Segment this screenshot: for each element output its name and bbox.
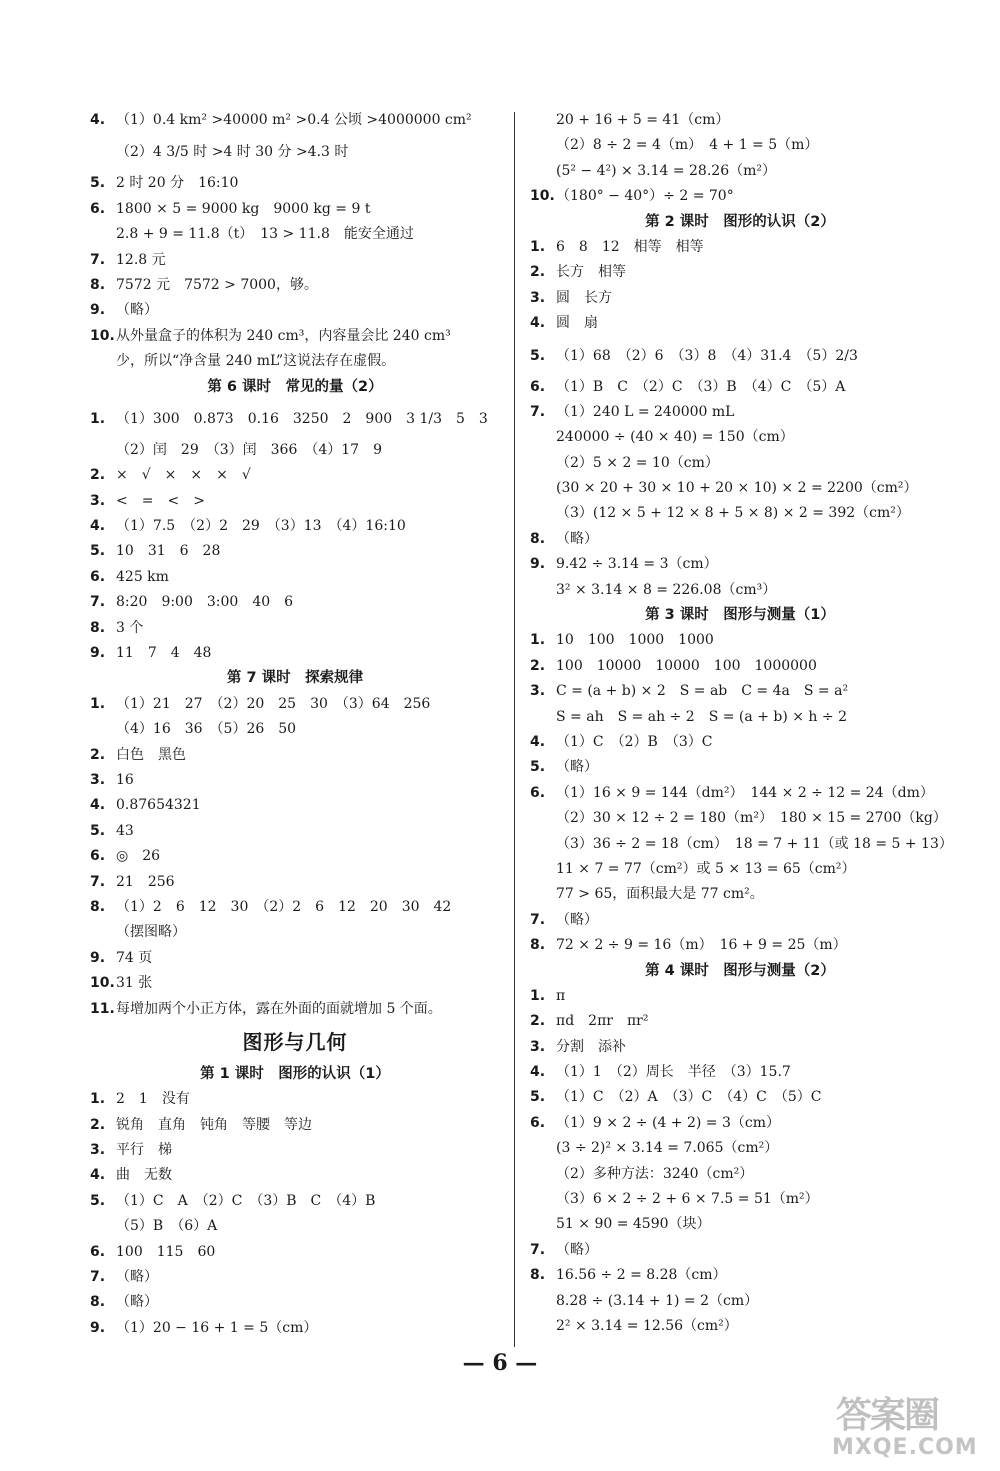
answer-text: 每增加两个小正方体，露在外面的面就增加 5 个面。	[116, 1000, 442, 1017]
answer-item	[90, 1087, 500, 1112]
question-number: 7.	[90, 594, 106, 611]
answer-text: 7572 元 7572 > 7000，够。	[116, 276, 318, 293]
right-answer-column	[530, 108, 953, 1339]
answer-text: （180° − 40°）÷ 2 = 70°	[556, 188, 734, 205]
answer-text: （略）	[556, 530, 598, 547]
answer-item	[90, 1265, 500, 1290]
answer-text: （略）	[556, 911, 598, 928]
question-number: 2.	[530, 657, 546, 674]
answer-item	[90, 971, 500, 996]
answer-continuation	[90, 133, 500, 171]
answer-text: × √ × × × √	[116, 467, 251, 484]
answer-continuation	[90, 349, 500, 374]
answer-item	[530, 1035, 950, 1060]
answer-item	[90, 463, 500, 488]
answer-item	[530, 933, 950, 958]
answer-item	[90, 1316, 500, 1341]
answer-item	[90, 489, 500, 514]
answer-text: 长方 相等	[556, 264, 626, 281]
answer-text: < = < >	[116, 492, 205, 509]
answer-continuation	[90, 222, 500, 247]
answer-text: （1）7.5 （2）2 29 （3）13 （4）16:10	[116, 518, 406, 535]
answer-continuation	[530, 501, 950, 526]
question-number: 4.	[90, 797, 106, 814]
answer-text: （1）C A （2）C （3）B C （4）B	[116, 1192, 376, 1209]
answer-text: (3 ÷ 2)² × 3.14 = 7.065（cm²）	[556, 1140, 779, 1157]
answer-continuation	[530, 1187, 950, 1212]
answer-continuation	[90, 920, 500, 945]
answer-item	[90, 1113, 500, 1138]
answer-text: 9.42 ÷ 3.14 = 3（cm）	[556, 556, 718, 573]
answer-item	[90, 768, 500, 793]
answer-item	[530, 235, 950, 260]
question-number: 7.	[530, 1241, 546, 1258]
answer-text: 2 1 没有	[116, 1091, 190, 1108]
answer-item	[90, 895, 500, 920]
question-number: 7.	[90, 1269, 106, 1286]
answer-text: （略）	[116, 1294, 158, 1311]
question-number: 9.	[530, 556, 546, 573]
question-number: 4.	[90, 1167, 106, 1184]
answer-text: 平行 梯	[116, 1142, 172, 1159]
question-number: 3.	[90, 1142, 106, 1159]
question-number: 3.	[530, 1038, 546, 1055]
question-number: 6.	[530, 1114, 546, 1131]
answer-text: 3² × 3.14 × 8 = 226.08（cm³）	[556, 581, 777, 598]
answer-text: 72 × 2 ÷ 9 = 16（m） 16 + 9 = 25（m）	[556, 937, 847, 954]
answer-text: （1）2 6 12 30 （2）2 6 12 20 30 42	[116, 898, 452, 915]
answer-item	[530, 311, 950, 336]
answer-continuation	[530, 1314, 950, 1339]
answer-item	[530, 654, 950, 679]
answer-text: 曲 无数	[116, 1167, 172, 1184]
answer-text: 11 7 4 48	[116, 645, 212, 662]
answer-continuation	[90, 1214, 500, 1239]
question-number: 7.	[530, 911, 546, 928]
question-number: 8.	[90, 898, 106, 915]
answer-item	[90, 692, 500, 717]
question-number: 2.	[90, 746, 106, 763]
question-number: 3.	[90, 771, 106, 788]
answer-continuation	[530, 476, 950, 501]
answer-text: 10 100 1000 1000	[556, 632, 714, 649]
answer-text: （5）B （6）A	[116, 1218, 218, 1235]
answer-text: （1）20 − 16 + 1 = 5（cm）	[116, 1319, 318, 1336]
answer-text: （2）8 ÷ 2 = 4（m） 4 + 1 = 5（m）	[556, 137, 819, 154]
question-number: 8.	[90, 1294, 106, 1311]
answer-continuation	[530, 1289, 950, 1314]
answer-item	[90, 743, 500, 768]
answer-continuation	[530, 806, 950, 831]
answer-text: 2² × 3.14 = 12.56（cm²）	[556, 1317, 738, 1334]
answer-text: 分割 添补	[556, 1038, 626, 1055]
answer-text: （3）6 × 2 ÷ 2 + 6 × 7.5 = 51（m²）	[556, 1191, 819, 1208]
question-number: 6.	[90, 568, 106, 585]
question-number: 7.	[90, 251, 106, 268]
question-number: 10.	[530, 188, 555, 205]
answer-item	[530, 781, 950, 806]
answer-text: （1）68 （2）6 （3）8 （4）31.4 （5）2/3	[556, 347, 858, 364]
answer-text: （2）4 3/5 时 >4 时 30 分 >4.3 时	[116, 144, 349, 161]
question-number: 11.	[90, 1000, 115, 1017]
question-number: 8.	[530, 937, 546, 954]
watermark-logo	[822, 1385, 982, 1465]
question-number: 4.	[530, 1064, 546, 1081]
answer-item	[90, 248, 500, 273]
question-number: 2.	[90, 1116, 106, 1133]
answer-text: C = (a + b) × 2 S = ab C = 4a S = a²	[556, 683, 849, 700]
question-number: 1.	[530, 238, 546, 255]
answer-text: （略）	[556, 1241, 598, 1258]
answer-text: （1）C （2）A （3）C （4）C （5）C	[556, 1089, 822, 1106]
answer-text: （4）16 36 （5）26 50	[116, 721, 297, 738]
question-number: 7.	[90, 873, 106, 890]
answer-continuation	[530, 1136, 950, 1161]
answer-text: 2 时 20 分 16:10	[116, 175, 239, 192]
question-number: 9.	[90, 645, 106, 662]
answer-item	[530, 527, 950, 552]
answer-text: （1）B C （2）C （3）B （4）C （5）A	[556, 378, 846, 395]
answer-text: 10 31 6 28	[116, 543, 221, 560]
answer-item	[530, 984, 950, 1009]
question-number: 1.	[90, 1091, 106, 1108]
question-number: 8.	[90, 276, 106, 293]
question-number: 3.	[530, 289, 546, 306]
answer-text: 3 个	[116, 619, 144, 636]
page-number: — 6 —	[462, 1350, 538, 1376]
answer-text: 43	[116, 822, 134, 839]
question-number: 4.	[90, 518, 106, 535]
answer-text: (5² − 4²) × 3.14 = 28.26（m²）	[556, 162, 776, 179]
answer-text: （略）	[116, 302, 158, 319]
answer-text: 少，所以“净含量 240 mL”这说法存在虚假。	[116, 353, 396, 370]
question-number: 1.	[530, 632, 546, 649]
answer-item	[530, 1009, 950, 1034]
question-number: 10.	[90, 327, 115, 344]
answer-item	[530, 286, 950, 311]
question-number: 5.	[530, 347, 546, 364]
answer-text: 240000 ÷ (40 × 40) = 150（cm）	[556, 429, 794, 446]
answer-text: （1）16 × 9 = 144（dm²） 144 × 2 ÷ 12 = 24（dm）	[556, 784, 934, 801]
answer-text: 8.28 ÷ (3.14 + 1) = 2（cm）	[556, 1292, 759, 1309]
answer-text: 100 115 60	[116, 1243, 216, 1260]
answer-text: πd 2πr πr²	[556, 1013, 649, 1030]
answer-text: 白色 黑色	[116, 746, 186, 763]
question-number: 5.	[90, 1192, 106, 1209]
answer-continuation	[90, 438, 500, 463]
answer-text: （1）0.4 km² >40000 m² >0.4 公顷 >4000000 cm²	[116, 112, 472, 128]
question-number: 4.	[90, 112, 106, 128]
question-number: 6.	[90, 200, 106, 217]
chapter-title: 图形与几何	[242, 1029, 348, 1054]
answer-continuation	[530, 857, 950, 882]
answer-text: （3）(12 × 5 + 12 × 8 + 5 × 8) × 2 = 392（cm²）	[556, 505, 910, 522]
answer-item	[90, 1290, 500, 1315]
answer-item	[90, 298, 500, 323]
answer-text: （1）240 L = 240000 mL	[556, 403, 735, 420]
answer-continuation	[530, 159, 950, 184]
answer-text: 1800 × 5 = 9000 kg 9000 kg = 9 t	[116, 200, 371, 217]
answer-item	[530, 260, 950, 285]
question-number: 6.	[90, 1243, 106, 1260]
answer-item	[90, 171, 500, 196]
question-number: 6.	[90, 848, 106, 865]
answer-text: 74 页	[116, 949, 153, 966]
answer-item	[530, 908, 950, 933]
answer-continuation	[530, 1212, 950, 1237]
section-heading: 第 2 课时 图形的认识（2）	[645, 213, 835, 230]
answer-item	[90, 1138, 500, 1163]
question-number: 2.	[530, 1013, 546, 1030]
question-number: 10.	[90, 975, 115, 992]
answer-text: 2.8 + 9 = 11.8（t） 13 > 11.8 能安全通过	[116, 226, 414, 243]
question-number: 6.	[530, 784, 546, 801]
section-heading: 第 3 课时 图形与测量（1）	[645, 607, 835, 624]
question-number: 2.	[530, 264, 546, 281]
question-number: 1.	[90, 695, 106, 712]
question-number: 5.	[530, 759, 546, 776]
answer-item	[90, 819, 500, 844]
section-heading: 第 4 课时 图形与测量（2）	[645, 962, 835, 979]
answer-item	[90, 793, 500, 818]
answer-text: 锐角 直角 钝角 等腰 等边	[116, 1116, 312, 1133]
question-number: 5.	[90, 822, 106, 839]
question-number: 3.	[90, 492, 106, 509]
answer-item	[530, 755, 950, 780]
answer-item	[90, 590, 500, 615]
answer-item	[90, 273, 500, 298]
answer-text: 圆 扇	[556, 315, 598, 332]
answer-text: 31 张	[116, 975, 153, 992]
answer-text: 51 × 90 = 4590（块）	[556, 1216, 711, 1233]
answer-continuation	[530, 832, 953, 857]
answer-text: 圆 长方	[556, 289, 612, 306]
answer-text: 16	[116, 771, 134, 788]
answer-text: 12.8 元	[116, 251, 166, 268]
answer-item	[90, 844, 500, 869]
answer-item	[90, 197, 500, 222]
answer-item	[530, 1111, 950, 1136]
answer-item	[90, 997, 500, 1022]
question-number: 9.	[90, 302, 106, 319]
question-number: 1.	[90, 410, 106, 427]
answer-item	[530, 337, 950, 375]
answer-item	[530, 552, 950, 577]
question-number: 8.	[530, 1267, 546, 1284]
question-number: 8.	[530, 530, 546, 547]
question-number: 7.	[530, 403, 546, 420]
answer-text: 8:20 9:00 3:00 40 6	[116, 594, 294, 611]
question-number: 4.	[530, 733, 546, 750]
answer-text: 11 × 7 = 77（cm²）或 5 × 13 = 65（cm²）	[556, 860, 856, 877]
answer-item	[90, 1189, 500, 1214]
question-number: 5.	[90, 543, 106, 560]
answer-text: 20 + 16 + 5 = 41（cm）	[556, 112, 730, 128]
answer-item	[90, 946, 500, 971]
answer-text: （3）36 ÷ 2 = 18（cm） 18 = 7 + 11（或 18 = 5 + 13）	[556, 835, 953, 852]
answer-text: （1）C （2）B （3）C	[556, 733, 713, 750]
answer-continuation	[530, 882, 950, 907]
answer-item	[530, 400, 950, 425]
answer-item	[90, 641, 500, 666]
section-heading: 第 7 课时 探索规律	[226, 670, 364, 687]
answer-item	[530, 1263, 950, 1288]
answer-item	[90, 565, 500, 590]
answer-text: 21 256	[116, 873, 175, 890]
answer-text: 425 km	[116, 568, 169, 585]
answer-item	[90, 400, 500, 438]
question-number: 1.	[530, 987, 546, 1004]
question-number: 5.	[530, 1089, 546, 1106]
answer-continuation	[530, 451, 950, 476]
answer-item	[530, 1085, 950, 1110]
answer-continuation	[530, 705, 950, 730]
answer-continuation	[530, 425, 950, 450]
answer-item	[90, 1240, 500, 1265]
section-heading: 第 1 课时 图形的认识（1）	[200, 1065, 390, 1082]
answer-text: （2）多种方法：3240（cm²）	[556, 1165, 754, 1182]
answer-item	[90, 324, 500, 349]
answer-continuation	[90, 717, 500, 742]
answer-text: 6 8 12 相等 相等	[556, 238, 704, 255]
answer-text: 77 > 65，面积最大是 77 cm²。	[556, 886, 764, 903]
question-number: 9.	[90, 949, 106, 966]
answer-text: （1）300 0.873 0.16 3250 2 900 3 1/3 5 3	[116, 410, 488, 427]
answer-text: S = ah S = ah ÷ 2 S = (a + b) × h ÷ 2	[556, 708, 847, 725]
answer-item	[90, 108, 500, 133]
question-number: 3.	[530, 683, 546, 700]
answer-text: （摆图略）	[116, 924, 186, 941]
answer-text: （略）	[116, 1269, 158, 1286]
answer-text: ◎ 26	[116, 848, 161, 865]
answer-text: (30 × 20 + 30 × 10 + 20 × 10) × 2 = 2200（cm²）	[556, 480, 918, 497]
answer-item	[90, 1163, 500, 1188]
answer-text: （2）30 × 12 ÷ 2 = 180（m²） 180 × 15 = 2700（kg）	[556, 810, 947, 827]
question-number: 8.	[90, 619, 106, 636]
watermark-url: MXQE.COM	[832, 1435, 978, 1460]
question-number: 6.	[530, 378, 546, 395]
watermark-title: 答案圈	[836, 1395, 939, 1436]
answer-item	[530, 628, 950, 653]
answer-continuation	[530, 1162, 950, 1187]
column-divider	[514, 112, 515, 1347]
section-heading: 第 6 课时 常见的量（2）	[207, 378, 383, 395]
question-number: 2.	[90, 467, 106, 484]
question-number: 5.	[90, 175, 106, 192]
answer-item	[90, 616, 500, 641]
answer-text: 16.56 ÷ 2 = 8.28（cm）	[556, 1267, 727, 1284]
answer-text: （1）9 × 2 ÷ (4 + 2) = 3（cm）	[556, 1114, 781, 1131]
answer-text: （2）5 × 2 = 10（cm）	[556, 454, 719, 471]
answer-item	[530, 679, 950, 704]
answer-text: （1）21 27 （2）20 25 30 （3）64 256	[116, 695, 431, 712]
answer-item	[90, 870, 500, 895]
answer-item	[530, 375, 950, 400]
answer-continuation	[530, 133, 950, 158]
answer-text: （略）	[556, 759, 598, 776]
answer-text: π	[556, 987, 566, 1004]
question-number: 9.	[90, 1319, 106, 1336]
answer-item	[90, 539, 500, 564]
left-answer-column	[90, 108, 500, 1341]
answer-item	[90, 514, 500, 539]
answer-text: （1）1 （2）周长 半径 （3）15.7	[556, 1064, 791, 1081]
answer-item	[530, 730, 950, 755]
answer-text: （2）闰 29 （3）闰 366 （4）17 9	[116, 441, 382, 458]
answer-item	[530, 1060, 950, 1085]
answer-continuation	[530, 108, 950, 133]
answer-text: 0.87654321	[116, 797, 201, 814]
answer-item	[530, 1238, 950, 1263]
answer-text: 从外量盒子的体积为 240 cm³，内容量会比 240 cm³	[116, 327, 451, 344]
question-number: 4.	[530, 315, 546, 332]
answer-text: 100 10000 10000 100 1000000	[556, 657, 817, 674]
answer-continuation	[530, 578, 950, 603]
answer-item	[530, 184, 950, 209]
